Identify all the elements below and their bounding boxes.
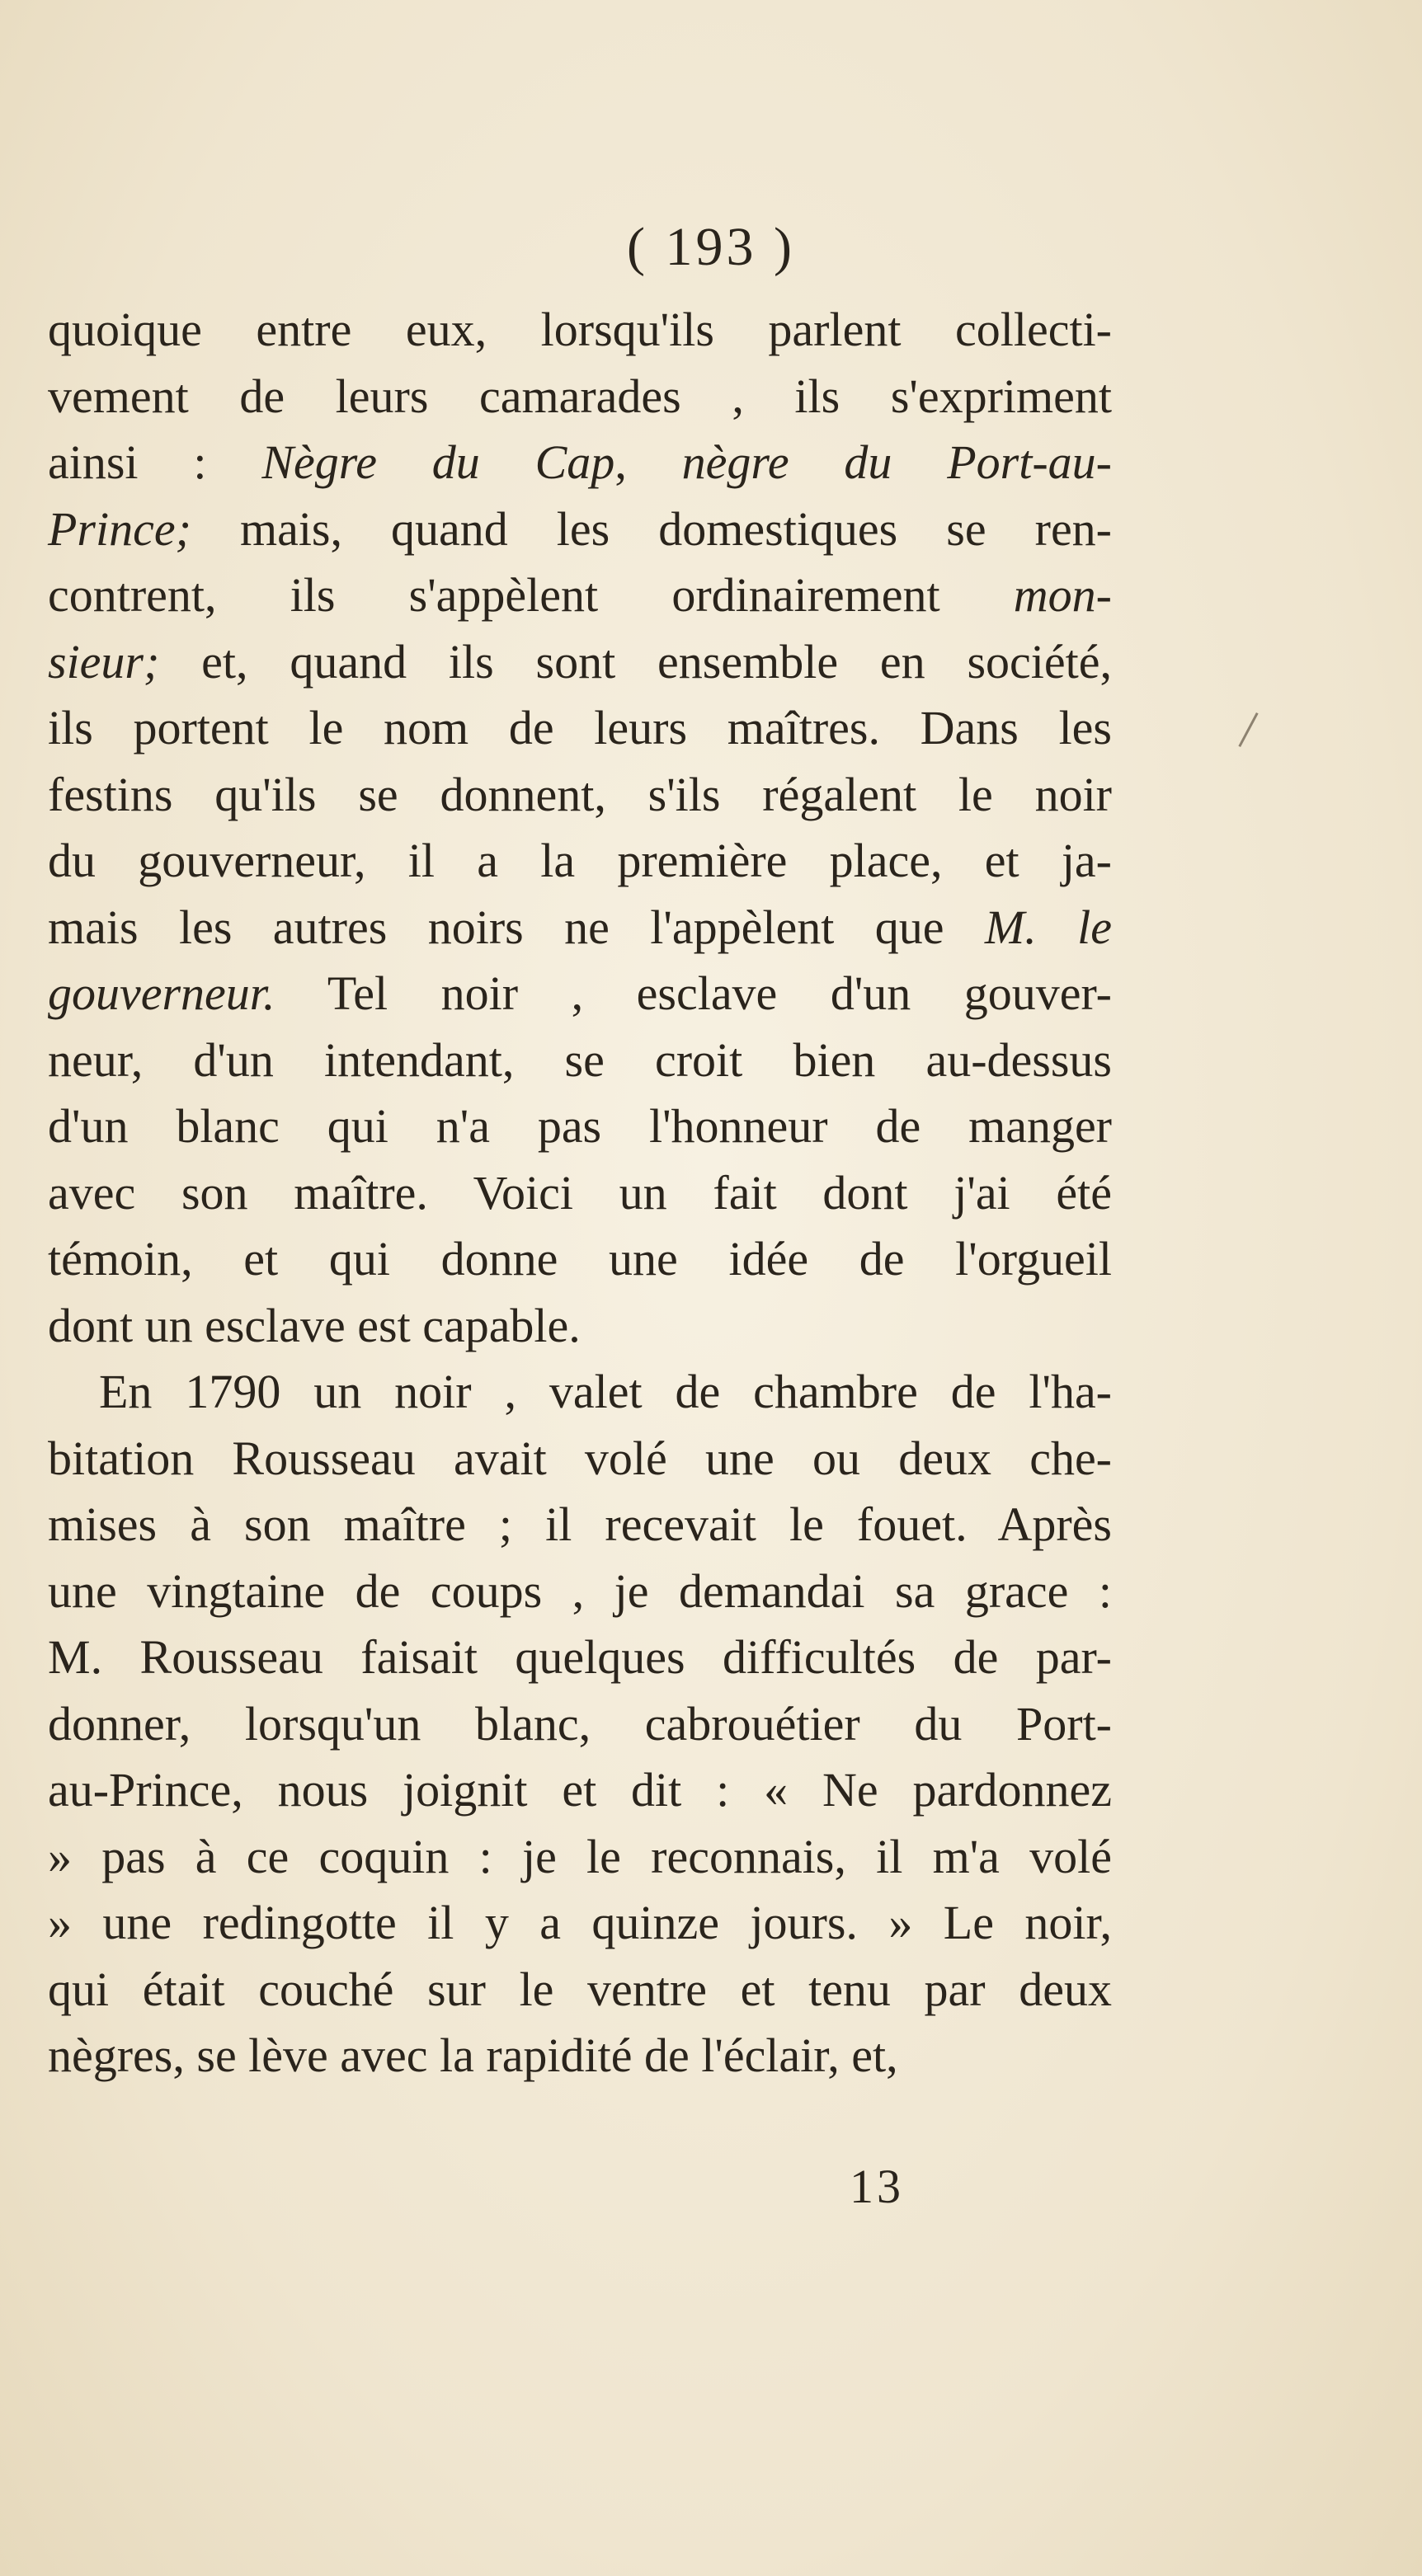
text-line [48, 297, 1112, 364]
text-line [48, 961, 1112, 1027]
text-line [48, 2023, 1112, 2089]
text-run: avec son maître. Voici un fait dont j'ai été [48, 1165, 1112, 1220]
text-line [48, 629, 1112, 696]
text-line [48, 1757, 1112, 1824]
text-run: témoin, et qui donne une idée de l'orgueil [48, 1232, 1112, 1286]
italic-text-run: Prince; [48, 501, 191, 556]
text-line [48, 1160, 1112, 1227]
text-line [48, 762, 1112, 829]
text-line [48, 1027, 1112, 1094]
text-run: vement de leurs camarades , ils s'expriment [48, 369, 1112, 423]
text-line [48, 895, 1112, 961]
text-run: mises à son maître ; il recevait le fouet. Après [48, 1497, 1112, 1551]
text-line [48, 695, 1112, 762]
text-run: ainsi : [48, 435, 262, 489]
signature-mark: 13 [850, 2160, 904, 2213]
text-run: contrent, ils s'appèlent ordinairement [48, 568, 1014, 622]
text-line [48, 1426, 1112, 1492]
text-line [48, 1890, 1112, 1957]
page-number: ( 193 ) [627, 217, 795, 277]
body-text [48, 297, 1112, 2089]
text-run: , [614, 435, 682, 489]
text-run: d'un blanc qui n'a pas l'honneur de manger [48, 1099, 1112, 1153]
text-run: nègres, se lève avec la rapidité de l'éclair, et, [48, 2028, 898, 2082]
text-run: » pas à ce coquin : je le reconnais, il m'a volé [48, 1829, 1112, 1883]
text-line [48, 1824, 1112, 1891]
text-run: mais les autres noirs ne l'appèlent que [48, 900, 985, 954]
text-run: dont un esclave est capable. [48, 1298, 581, 1352]
text-run: quoique entre eux, lorsqu'ils parlent collecti- [48, 303, 1112, 356]
text-line [48, 562, 1112, 629]
italic-text-run: gouverneur. [48, 966, 275, 1020]
text-run: En 1790 un noir , valet de chambre de l'ha- [99, 1365, 1112, 1418]
text-run: ils portent le nom de leurs maîtres. Dans les [48, 701, 1112, 754]
text-run: qui était couché sur le ventre et tenu par deux [48, 1962, 1112, 2016]
italic-text-run: mon- [1013, 568, 1112, 622]
text-line [48, 1691, 1112, 1758]
text-run: » une redingotte il y a quinze jours. » Le noir, [48, 1896, 1112, 1949]
text-line [48, 364, 1112, 430]
text-run: une vingtaine de coups , je demandai sa grace : [48, 1563, 1112, 1618]
text-run: Tel noir , esclave d'un gouver- [275, 966, 1112, 1020]
text-line [48, 1359, 1112, 1426]
text-run: festins qu'ils se donnent, s'ils régalent le noir [48, 767, 1112, 821]
italic-text-run: sieur; [48, 634, 160, 689]
text-run: au-Prince, nous joignit et dit : « Ne pardonnez [48, 1763, 1112, 1817]
text-line [48, 1624, 1112, 1691]
italic-text-run: M. le [984, 900, 1112, 954]
text-line [48, 1293, 1112, 1360]
text-line [48, 1957, 1112, 2024]
text-run: du gouverneur, il a la première place, et ja- [48, 834, 1112, 887]
text-line [48, 828, 1112, 895]
text-line [48, 1558, 1112, 1625]
text-run: donner, lorsqu'un blanc, cabrouétier du Port- [48, 1696, 1112, 1751]
text-run: et, quand ils sont ensemble en société, [159, 634, 1112, 689]
text-line [48, 1492, 1112, 1558]
italic-text-run: Nègre du Cap [261, 435, 615, 489]
text-line [48, 430, 1112, 496]
text-run: M. Rousseau faisait quelques difficultés de par- [48, 1630, 1112, 1684]
text-run: bitation Rousseau avait volé une ou deux che- [48, 1431, 1112, 1485]
italic-text-run: nègre du Port-au- [681, 435, 1112, 489]
text-line [48, 496, 1112, 563]
text-run: mais, quand les domestiques se ren- [191, 501, 1112, 556]
text-run: neur, d'un intendant, se croit bien au-dessus [48, 1032, 1112, 1087]
text-line [48, 1226, 1112, 1293]
text-line [48, 1093, 1112, 1160]
margin-mark [1238, 712, 1258, 747]
